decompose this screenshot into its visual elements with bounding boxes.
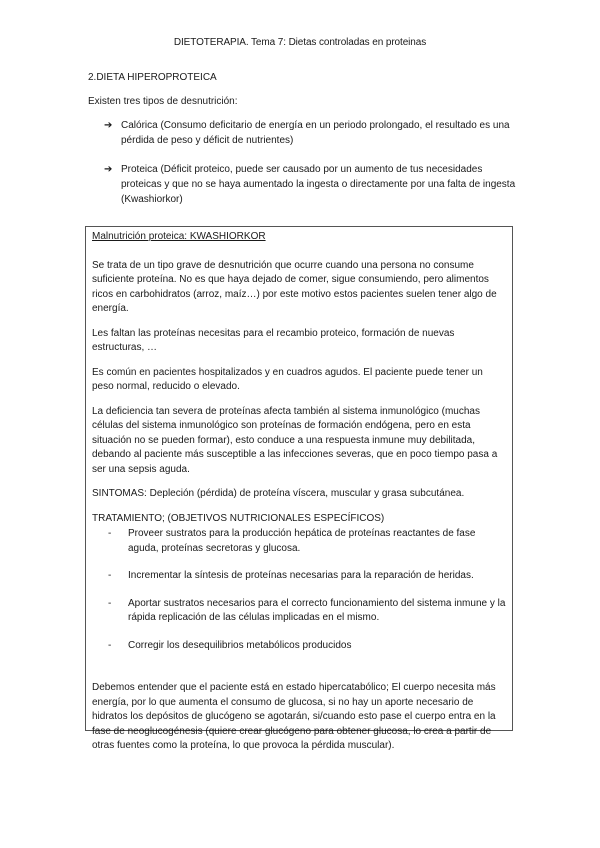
arrow-icon: ➔ <box>104 120 113 131</box>
box-paragraph: La deficiencia tan severa de proteínas afecta también al sistema inmunológico (muchas células del sistema inmunológico son proteínas de formación endógena, pero en esta situación no se pueden formar), esto conduce a una respuesta inmune muy debilitada, debando al paciente más susceptible a las infecciones severas, que en poco tiempo pasa a ser una sepsis aguda. <box>92 405 498 475</box>
dash-bullet: - <box>108 639 112 651</box>
type-item-calorica <box>104 118 524 148</box>
treatment-text: Proveer sustratos para la producción hepática de proteínas reactantes de fase aguda, proteínas secretoras y glucosa. <box>128 528 476 554</box>
kwashiorkor-box <box>85 226 513 751</box>
box-paragraph: Es común en pacientes hospitalizados y en cuadros agudos. El paciente puede tener un peso normal, reducido o elevado. <box>92 366 483 392</box>
dash-bullet: - <box>108 570 112 581</box>
page-header: DIETOTERAPIA. Tema 7: Dietas controladas en proteinas <box>173 37 427 48</box>
box-paragraph: Les faltan las proteínas necesitas para el recambio proteico, formación de nuevas estructuras, … <box>92 327 455 353</box>
treatment-title: TRATAMIENTO; (OBJETIVOS NUTRICIONALES ESPECÍFICOS) <box>92 512 385 524</box>
symptoms-paragraph: SINTOMAS: Depleción (pérdida) de proteína víscera, muscular y grasa subcutánea. <box>92 488 465 499</box>
treatment-item <box>92 639 506 654</box>
treatment-text: Incrementar la síntesis de proteínas necesarias para la reparación de heridas. <box>128 570 474 581</box>
dash-bullet: - <box>108 597 112 609</box>
final-paragraph: Debemos entender que el paciente está en estado hipercatabólico; El cuerpo necesita más energía, por lo que aumenta el consumo de glucosa, si no hay un aporte necesario de hidratos los depósitos de glucógeno se agotarán, si/cuando esto pase el cuerpo entra en la fase de neoglucogénesis (quiere crear glucógeno para obtener glucosa, lo crea a partir de otras fuentes como la proteína, lo que provoca la pérdida muscular). <box>92 682 496 751</box>
dash-bullet: - <box>108 528 112 539</box>
section-title: 2.DIETA HIPEROPROTEICA <box>88 72 217 83</box>
type-item-proteica <box>104 162 524 207</box>
arrow-icon: ➔ <box>104 164 113 175</box>
type-text: Calórica (Consumo deficitario de energía en un periodo prolongado, el resultado es una pérdida de peso y déficit de nutrientes) <box>121 120 510 146</box>
treatment-item <box>92 569 506 584</box>
type-text: Proteica (Déficit proteico, puede ser causado por un aumento de tus necesidades proteicas y que no se haya aumentado la ingesta o directamente por una falta de ingesta (Kwashiorkor) <box>121 164 516 205</box>
treatment-text: Corregir los desequilibrios metabólicos producidos <box>128 639 352 651</box>
treatment-list <box>92 527 506 653</box>
intro-text: Existen tres tipos de desnutrición: <box>88 96 238 107</box>
treatment-item <box>92 527 506 556</box>
box-title: Malnutrición proteica: KWASHIORKOR <box>92 231 266 242</box>
box-paragraph: Se trata de un tipo grave de desnutrición que ocurre cuando una persona no consume suficiente proteína. No es que haya dejado de comer, sigue consumiendo, pero alimentos ricos en carbohidratos (arroz, maíz…) por este motivo estos pacientes suelen tener algo de energía. <box>92 259 497 314</box>
treatment-text: Aportar sustratos necesarios para el correcto funcionamiento del sistema inmune y la rápida replicación de las células implicadas en el mismo. <box>128 597 506 623</box>
treatment-item <box>92 597 506 626</box>
malnutrition-types-list <box>104 118 524 221</box>
